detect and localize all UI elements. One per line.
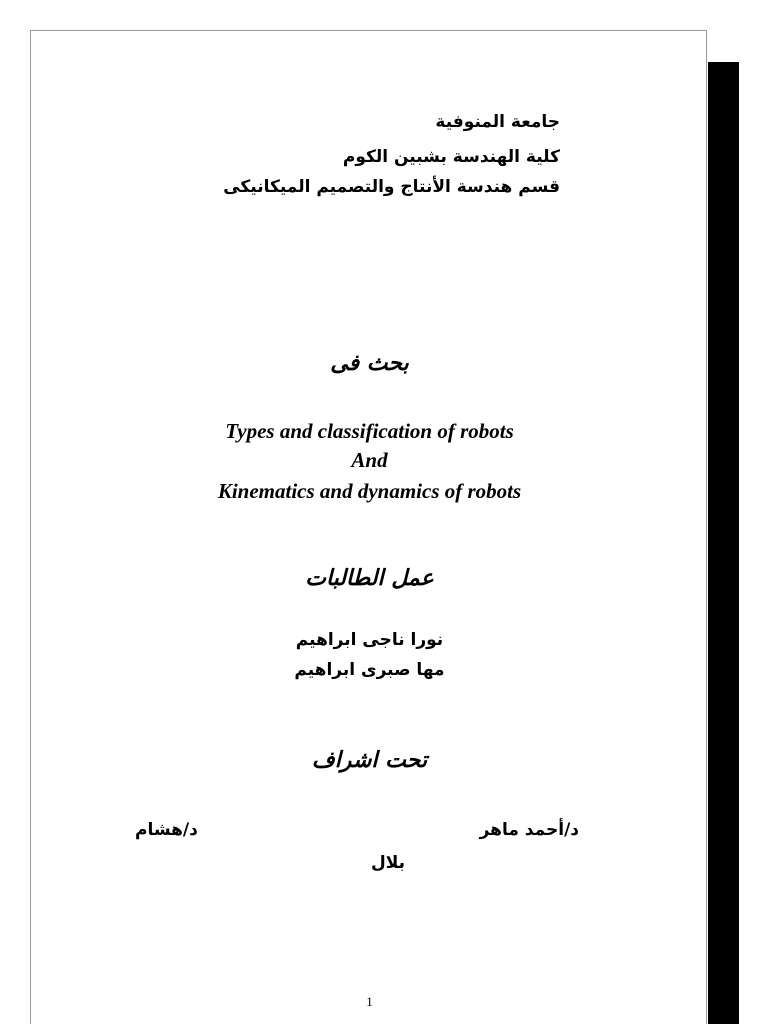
faculty-name: كلية الهندسة بشبين الكوم	[342, 147, 560, 167]
page-shadow	[708, 62, 739, 1024]
student-name-2: مها صبرى ابراهيم	[294, 660, 445, 680]
supervisor-2-continued: بلال	[371, 853, 406, 873]
supervision-heading: تحت اشراف	[311, 748, 428, 773]
page-number: 1	[366, 994, 373, 1009]
student-name-1: نورا ناجى ابراهيم	[295, 630, 444, 650]
title-line-3: Kinematics and dynamics of robots	[217, 479, 522, 503]
university-name: جامعة المنوفية	[435, 112, 560, 132]
students-heading: عمل الطالبات	[305, 566, 434, 591]
department-name: قسم هندسة الأنتاج والتصميم الميكانيكى	[223, 177, 560, 197]
title-line-1: Types and classification of robots	[225, 419, 514, 443]
document-page	[30, 30, 707, 1024]
supervisor-1: د/أحمد ماهر	[479, 820, 579, 840]
research-heading: بحث فى	[330, 351, 409, 376]
supervisor-2: د/هشام	[135, 820, 198, 840]
title-line-2: And	[351, 448, 388, 472]
